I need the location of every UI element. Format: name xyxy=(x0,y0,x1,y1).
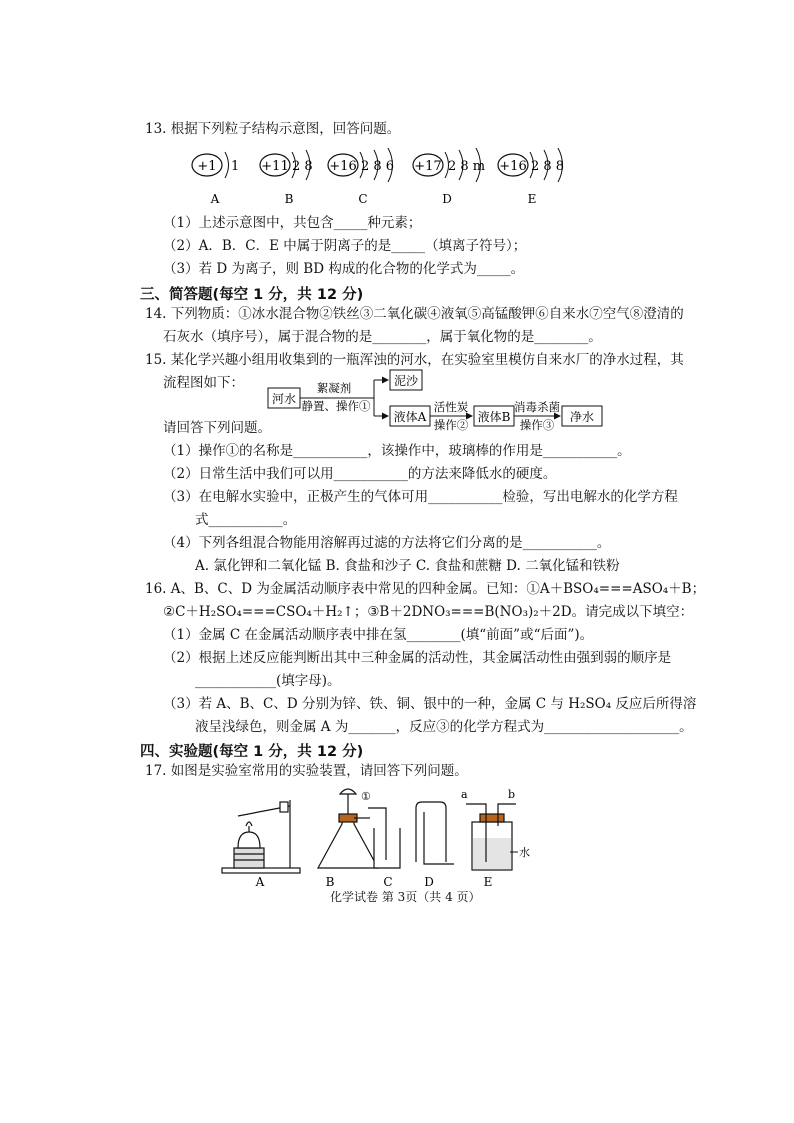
atom-a-shells: 1 xyxy=(231,159,240,174)
q17-stem: 17. 如图是实验室常用的实验装置，请回答下列问题。 xyxy=(145,763,468,779)
q15-ask: 请回答下列问题。 xyxy=(163,420,271,436)
q16-part3a: （3）若 A、B、C、D 分别为锌、铁、铜、银中的一种，金属 C 与 H₂SO₄ 反应后所得溶 xyxy=(163,696,697,712)
atom-c-nucleus: +16 xyxy=(329,159,357,174)
apparatus-d-label: D xyxy=(424,875,434,889)
flow-mud: 泥沙 xyxy=(393,374,419,388)
q15-line1: 15. 某化学兴趣小组用收集到的一瓶浑浊的河水，在实验室里模仿自来水厂的净水过程，其 xyxy=(145,352,684,368)
q15-part3a: （3）在电解水实验中，正极产生的气体可用___________检验，写出电解水的化学方程 xyxy=(163,489,678,505)
apparatus-b-label: B xyxy=(325,875,335,889)
apparatus-e-port-a: a xyxy=(461,788,468,801)
atom-c-label: C xyxy=(358,192,368,206)
q16-part2a: （2）根据上述反应能判断出其中三种金属的活动性，其金属活动性由强到弱的顺序是 xyxy=(163,650,672,666)
atom-diagram-e xyxy=(498,148,564,206)
apparatus-d xyxy=(416,802,454,864)
atom-diagram-a xyxy=(192,152,239,206)
q16-part3b: 液呈浅绿色，则金属 A 为_______，反应③的化学方程式为____________________。 xyxy=(195,719,693,735)
atom-d-shells: 2 8 m xyxy=(448,159,486,174)
q15-part4: （4）下列各组混合物能用溶解再过滤的方法将它们分离的是___________。 xyxy=(163,535,611,551)
apparatus-e-label: E xyxy=(483,875,493,889)
atom-diagram-b xyxy=(260,150,313,206)
flow-pure: 净水 xyxy=(569,410,595,424)
q16-line2: ②C＋H₂SO₄===CSO₄＋H₂↑；③B＋2DNO₃===B(NO₃)₂＋2D。请完成以下填空： xyxy=(163,604,694,620)
apparatus-a-label: A xyxy=(255,875,265,889)
apparatus-c-label: C xyxy=(383,875,393,889)
q14-line1: 14. 下列物质：①冰水混合物②铁丝③二氧化碳④液氧⑤高锰酸钾⑥自来水⑦空气⑧澄清的 xyxy=(145,306,684,322)
q14-line2: 石灰水（填序号），属于混合物的是________，属于氧化物的是________。 xyxy=(163,329,602,345)
flow-step3: 操作③ xyxy=(519,418,555,432)
flow-river: 河水 xyxy=(271,392,297,406)
atom-b-label: B xyxy=(284,192,294,206)
q15-line2: 流程图如下： xyxy=(163,375,244,391)
section-3-title: 三、简答题(每空 1 分，共 12 分) xyxy=(140,287,364,303)
atom-e-shells: 2 8 8 xyxy=(531,159,565,174)
q15-part3b: 式___________。 xyxy=(195,512,297,528)
flow-carbon: 活性炭 xyxy=(433,400,469,414)
apparatus-e-port-b: b xyxy=(508,788,516,801)
lab-apparatus-diagram xyxy=(218,782,538,890)
atom-a-label: A xyxy=(210,192,220,206)
atom-b-shells: 2 8 xyxy=(292,159,313,174)
atom-b-nucleus: +11 xyxy=(261,159,289,174)
q16-line1: 16. A、B、C、D 为金属活动顺序表中常见的四种金属。已知：①A＋BSO₄===ASO₄＋B； xyxy=(145,581,706,597)
q16-part2b: ____________(填字母)。 xyxy=(195,673,341,689)
atom-d-label: D xyxy=(442,192,452,206)
q16-part1: （1）金属 C 在金属活动顺序表中排在氢________(填“前面”或“后面”)。 xyxy=(163,627,594,643)
flow-step2: 操作② xyxy=(433,418,469,432)
q15-part2: （2）日常生活中我们可以用___________的方法来降低水的硬度。 xyxy=(163,466,557,482)
q13-part1: （1）上述示意图中，共包含_____种元素； xyxy=(163,215,422,231)
atom-d-nucleus: +17 xyxy=(414,159,442,174)
q15-options: A. 氯化钾和二氧化锰 B. 食盐和沙子 C. 食盐和蔗糖 D. 二氧化锰和铁粉 xyxy=(195,558,620,574)
atom-diagram-c xyxy=(328,148,394,206)
q13-part2: （2）A．B．C．E 中属于阴离子的是_____（填离子符号）； xyxy=(163,238,527,254)
flow-liquid-b: 液体B xyxy=(477,410,511,424)
atom-a-nucleus: +1 xyxy=(197,159,217,174)
apparatus-a xyxy=(222,800,300,873)
flow-disinfect: 消毒杀菌 xyxy=(514,400,560,414)
flow-flocculant: 絮凝剂 xyxy=(316,381,352,395)
q15-part1: （1）操作①的名称是___________，该操作中，玻璃棒的作用是___________。 xyxy=(163,443,631,459)
atom-e-nucleus: +16 xyxy=(499,159,527,174)
apparatus-e-water: 水 xyxy=(519,846,530,859)
flow-liquid-a: 液体A xyxy=(393,410,427,424)
flow-step1: 静置、操作① xyxy=(301,399,371,413)
water-purification-flowchart xyxy=(266,350,626,432)
q13-part3: （3）若 D 为离子，则 BD 构成的化合物的化学式为_____。 xyxy=(163,261,525,277)
apparatus-e xyxy=(466,804,516,870)
page-footer: 化学试卷 第 3页（共 4 页） xyxy=(330,890,481,904)
atom-structure-diagrams xyxy=(185,148,605,210)
atom-c-shells: 2 8 6 xyxy=(361,159,395,174)
atom-e-label: E xyxy=(527,192,537,206)
apparatus-b-mark: ① xyxy=(361,790,371,803)
section-4-title: 四、实验题(每空 1 分，共 12 分) xyxy=(140,744,364,760)
atom-diagram-d xyxy=(413,148,485,206)
q13-stem: 13. 根据下列粒子结构示意图，回答问题。 xyxy=(145,121,401,137)
